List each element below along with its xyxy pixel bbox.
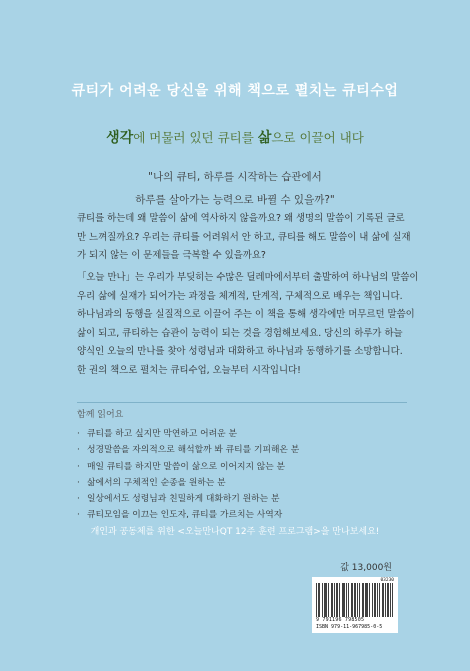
cover-headline: 큐티가 어려운 당신을 위해 책으로 펼치는 큐티수업 xyxy=(71,83,399,99)
isbn-barcode xyxy=(312,577,398,633)
description-line: 삶이 되고, 큐티하는 습관이 능력이 되는 것을 경험해보세요. 당신의 하루가 하늘 xyxy=(77,327,403,339)
list-item: · 큐티를 하고 싶지만 막연하고 어려운 분 xyxy=(77,426,397,442)
quote-line-1: "나의 큐티, 하루를 시작하는 습관에서 xyxy=(148,171,322,183)
quote-line-2: 하루를 살아가는 능력으로 바뀔 수 있을까?" xyxy=(135,194,335,206)
list-item: · 매일 큐티를 하지만 말씀이 삶으로 이어지지 않는 분 xyxy=(77,459,397,475)
barcode-digits: 9 791196 798505 xyxy=(316,617,365,623)
recommended-list xyxy=(77,426,397,524)
intro-paragraph xyxy=(77,210,411,266)
description-paragraph xyxy=(77,269,419,381)
subtitle-word-thought: 생각 xyxy=(106,130,134,146)
isbn-number: ISBN 979-11-967985-0-5 xyxy=(316,624,383,630)
description-line: 「오늘 만나」는 우리가 부딪히는 수많은 딜레마에서부터 출발하여 하나님의 말씀이 xyxy=(77,272,419,283)
program-promo: 개인과 공동체를 위한 <오늘만나QT 12주 훈련 프로그램>을 만나보세요! xyxy=(90,527,380,537)
description-line: 양식인 오늘의 만나를 찾아 성령님과 대화하고 하나님과 동행하기를 소망합니다. xyxy=(77,346,403,358)
barcode-addon-number: 03230 xyxy=(380,578,394,583)
description-line: 우리 삶에 실재가 되어가는 과정을 체계적, 단계적, 구체적으로 배우는 책입니다. xyxy=(77,290,403,302)
list-item: · 큐티모임을 이끄는 인도자, 큐티를 가르치는 사역자 xyxy=(77,507,397,523)
list-item: · 삶에서의 구체적인 순종을 원하는 분 xyxy=(77,475,397,491)
subtitle-word-life: 삶 xyxy=(257,130,272,146)
recommended-title: 함께 읽어요 xyxy=(77,402,397,420)
subtitle-part-2: 에 머물러 있던 큐티를 xyxy=(133,130,258,145)
list-item: · 일상에서도 성령님과 친밀하게 대화하기 원하는 분 xyxy=(77,491,397,507)
list-item: · 성경말씀을 자의적으로 해석할까 봐 큐티를 기피해온 분 xyxy=(77,442,397,458)
subtitle-part-4: 으로 이끌어 내다 xyxy=(271,130,364,145)
pull-quote xyxy=(0,166,470,212)
recommended-readers xyxy=(77,402,397,524)
cover-subtitle xyxy=(0,127,470,147)
intro-line: 만 느껴질까요? 우리는 큐티를 어려워서 안 하고, 큐티를 해도 말씀이 내 삶에 실재 xyxy=(77,231,411,243)
barcode-bars xyxy=(316,583,394,617)
intro-line: 가 되지 않는 이 문제들을 극복할 수 있을까요? xyxy=(77,250,266,262)
price-label: 값 13,000원 xyxy=(340,563,392,573)
intro-line: 큐티를 하는데 왜 말씀이 삶에 역사하지 않을까요? 왜 생명의 말씀이 기록된 글로 xyxy=(77,213,405,224)
description-line: 한 권의 책으로 펼치는 큐티수업, 오늘부터 시작입니다! xyxy=(77,364,301,376)
description-line: 하나님과의 동행을 실질적으로 이끌어 주는 이 책을 통해 생각에만 머무르던 말씀이 xyxy=(77,309,415,321)
